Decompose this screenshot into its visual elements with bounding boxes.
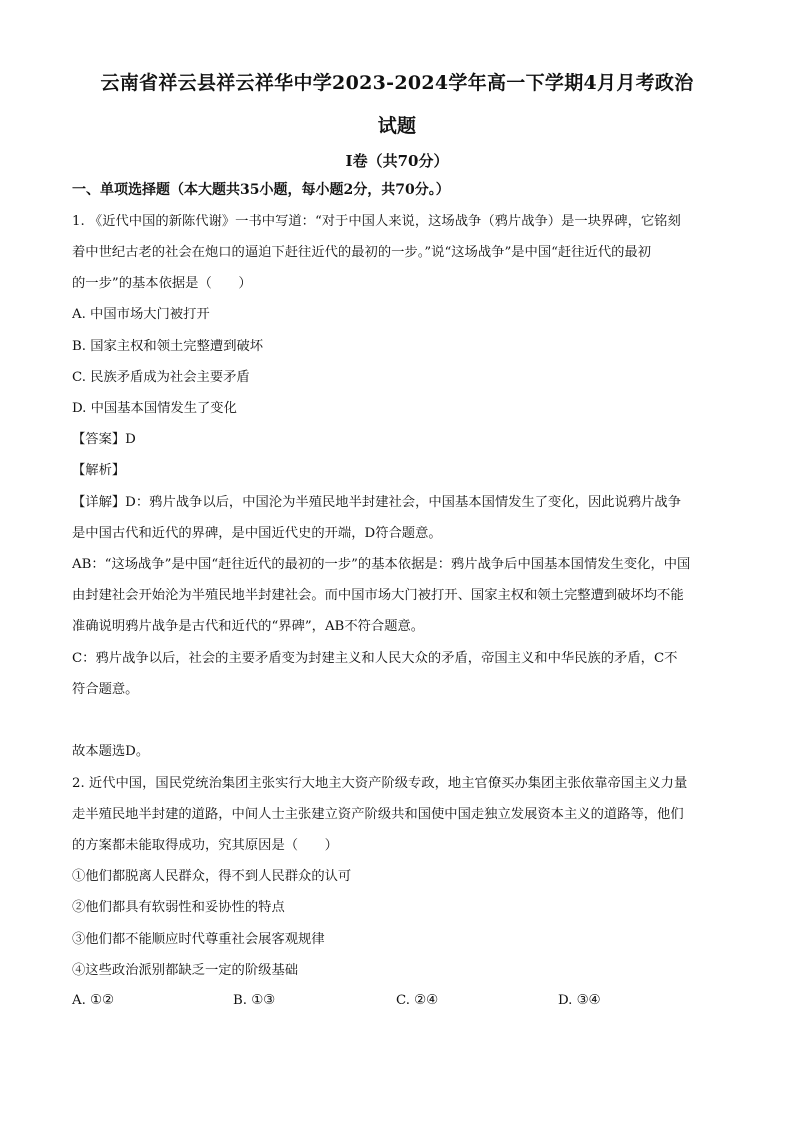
q1-analysis-line-6: C：鸦片战争以后，社会的主要矛盾变为封建主义和人民大众的矛盾，帝国主义和中华民族的矛盾，C不 — [72, 651, 678, 666]
q1-option-b: B. 国家主权和领土完整遭到破坏 — [72, 339, 264, 354]
document-title: 云南省祥云县祥云祥华中学2023-2024学年高一下学期4月月考政治 — [100, 72, 694, 94]
section-heading: 一、单项选择题（本大题共35小题，每小题2分，共70分。） — [72, 182, 450, 198]
q1-option-d: D. 中国基本国情发生了变化 — [72, 401, 237, 416]
q1-option-a: A. 中国市场大门被打开 — [72, 307, 210, 322]
q1-analysis-line-7: 符合题意。 — [72, 682, 139, 697]
document-title-cont: 试题 — [377, 115, 417, 137]
q2-item-1: ①他们都脱离人民群众，得不到人民群众的认可 — [72, 869, 352, 884]
q1-answer: 【答案】D — [72, 432, 136, 447]
q2-item-4: ④这些政治派别都缺乏一定的阶级基础 — [72, 963, 299, 978]
q1-stem-line-1: 1. 《近代中国的新陈代谢》一书中写道：“对于中国人来说，这场战争（鸦片战争）是一块界碑，它铭刻 — [72, 214, 681, 229]
q2-option-d: D. ③④ — [558, 993, 601, 1008]
q1-stem-line-3: 的一步”的基本依据是（ ） — [72, 276, 252, 291]
q1-analysis-line-1: 【详解】D：鸦片战争以后，中国沦为半殖民地半封建社会，中国基本国情发生了变化，因此说鸦片战争 — [72, 495, 682, 510]
q1-option-c: C. 民族矛盾成为社会主要矛盾 — [72, 370, 250, 385]
q1-analysis-line-4: 由封建社会开始沦为半殖民地半封建社会。而中国市场大门被打开、国家主权和领土完整遭到破坏均不能 — [72, 588, 684, 603]
q2-option-b: B. ①③ — [233, 993, 276, 1008]
q2-stem-line-3: 的方案都未能取得成功，究其原因是（ ） — [72, 838, 338, 853]
q2-item-2: ②他们都具有软弱性和妥协性的特点 — [72, 900, 285, 915]
q2-option-c: C. ②④ — [396, 993, 438, 1008]
q1-analysis-line-5: 准确说明鸦片战争是古代和近代的“界碑”，AB不符合题意。 — [72, 619, 425, 634]
volume-heading: Ⅰ卷（共70分） — [345, 152, 449, 170]
q1-stem-line-2: 着中世纪古老的社会在炮口的逼迫下赶往近代的最初的一步。”说“这场战争”是中国“赶往近代的最初 — [72, 245, 652, 260]
q1-analysis-line-3: AB：“这场战争”是中国“赶往近代的最初的一步”的基本依据是：鸦片战争后中国基本国情发生变化，中国 — [72, 557, 691, 572]
q2-stem-line-2: 走半殖民地半封建的道路，中间人士主张建立资产阶级共和国使中国走独立发展资本主义的道路等，他们 — [72, 807, 684, 822]
q2-option-a: A. ①② — [72, 993, 114, 1008]
q1-analysis-line-2: 是中国古代和近代的界碑，是中国近代史的开端，D符合题意。 — [72, 526, 442, 541]
q2-stem-line-1: 2. 近代中国，国民党统治集团主张实行大地主大资产阶级专政，地主官僚买办集团主张依靠帝国主义力量 — [72, 776, 688, 791]
q1-analysis-label: 【解析】 — [72, 463, 126, 478]
q1-conclusion: 故本题选D。 — [72, 744, 150, 759]
q2-item-3: ③他们都不能顺应时代尊重社会展客观规律 — [72, 932, 325, 947]
